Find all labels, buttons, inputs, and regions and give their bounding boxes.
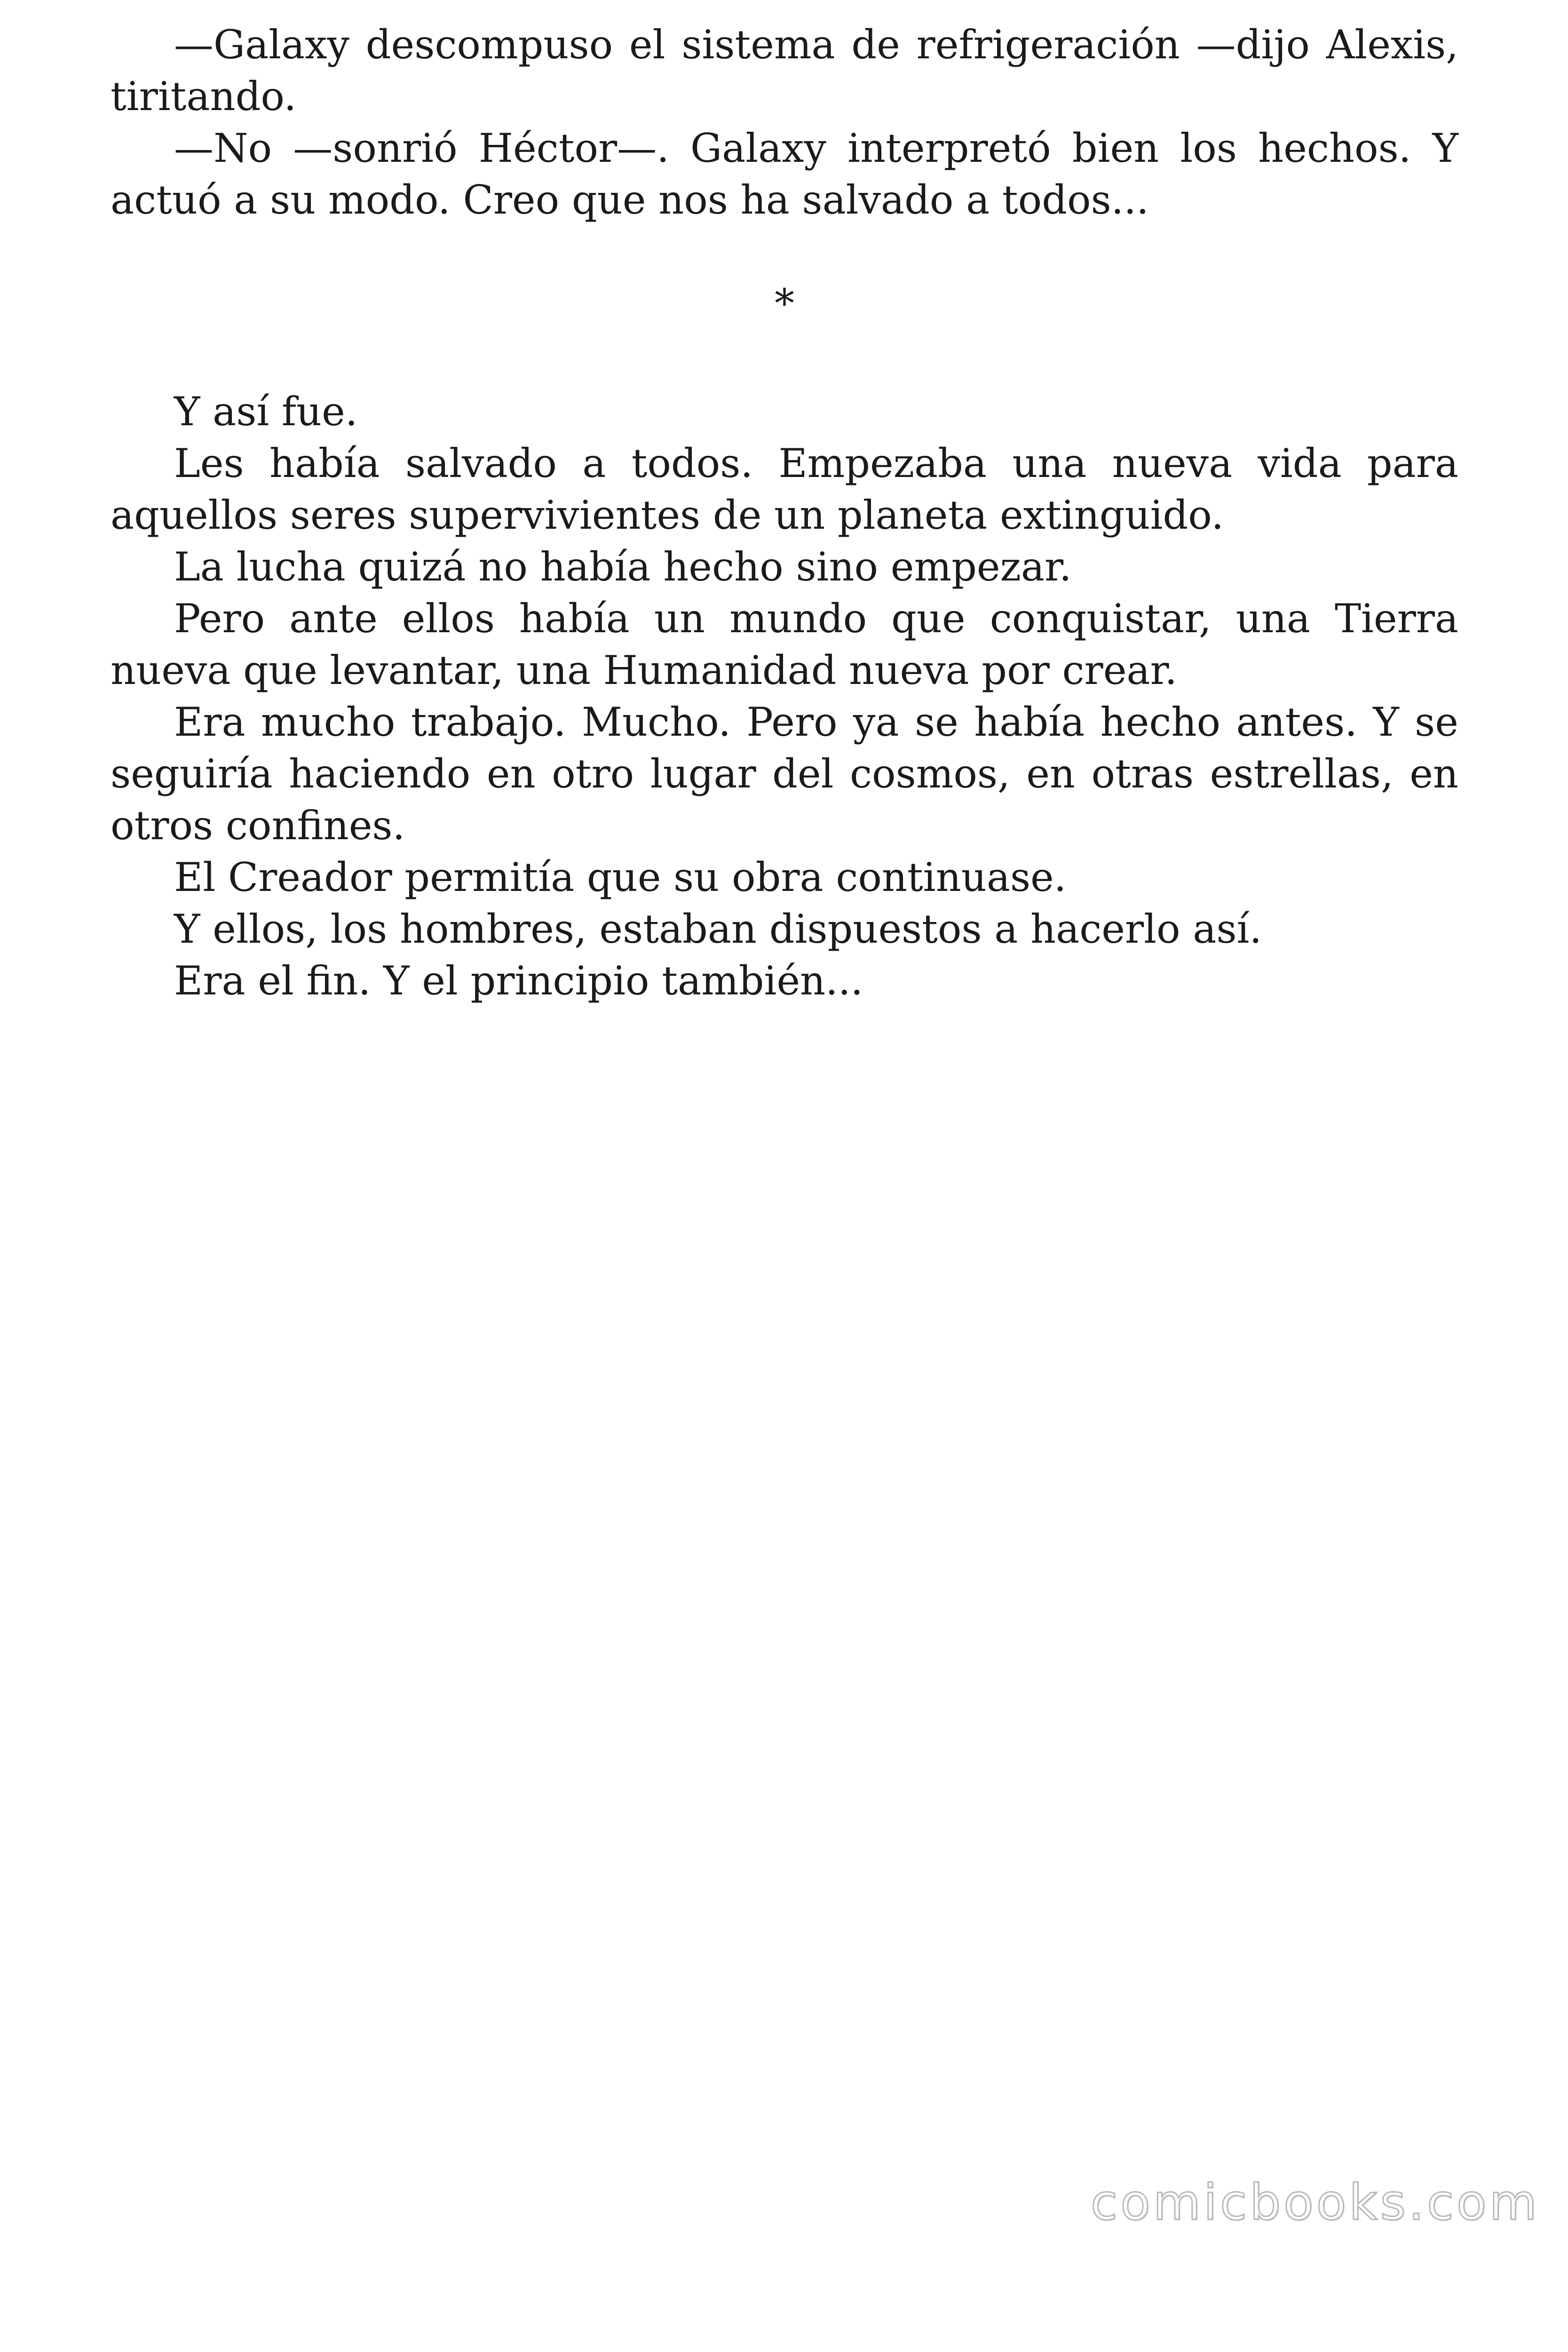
spacer [111,226,1458,278]
paragraph: Y así fue. [174,389,358,435]
paragraph: —Galaxy descompuso el sistema de refrigeración —dijo Alexis, tiritando. [111,22,1458,119]
site-watermark: comicbooks.com [1090,2174,1540,2231]
paragraph: Era el fin. Y el principio también... [174,958,863,1004]
paragraph: La lucha quizá no había hecho sino empezar. [174,544,1072,590]
spacer [111,329,1458,386]
paragraph: Les había salvado a todos. Empezaba una nueva vida para aquellos seres supervivientes de un planeta extinguido. [111,440,1458,538]
section-separator: * [775,280,794,326]
paragraph: —No —sonrió Héctor—. Galaxy interpretó bien los hechos. Y actuó a su modo. Creo que nos ha salvado a todos... [111,125,1458,223]
paragraph: El Creador permitía que su obra continuase. [174,854,1067,900]
paragraph: Era mucho trabajo. Mucho. Pero ya se había hecho antes. Y se seguiría haciendo en otro lugar del cosmos, en otras estrellas, en otros confines. [111,699,1458,849]
paragraph: Pero ante ellos había un mundo que conquistar, una Tierra nueva que levantar, una Humanidad nueva por crear. [111,596,1458,693]
document-page [111,19,1458,1007]
paragraph: Y ellos, los hombres, estaban dispuestos a hacerlo así. [174,906,1262,952]
